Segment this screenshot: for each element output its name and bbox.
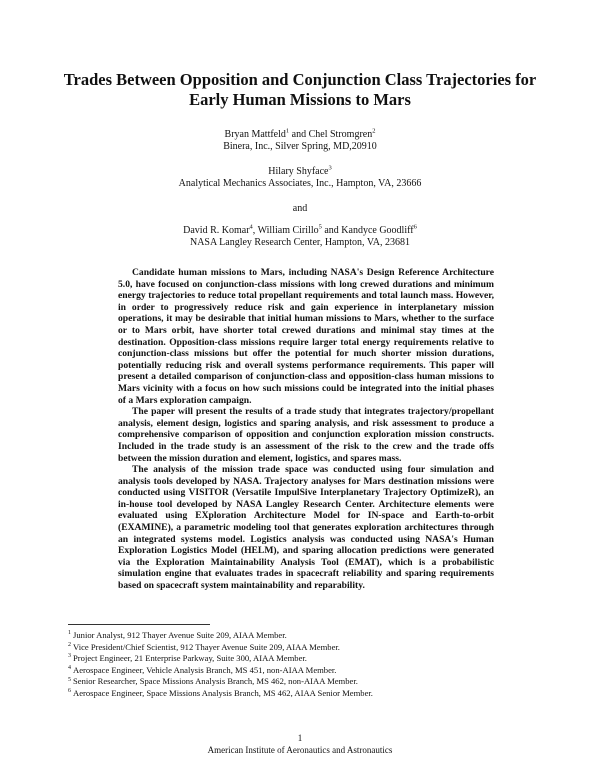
footnote-text: Vice President/Chief Scientist, 912 Thayer Avenue Suite 209, AIAA Member. (73, 641, 340, 652)
author-joiner: and (289, 129, 309, 140)
abstract-paragraph-3: The analysis of the mission trade space was conducted using four simulation and analysis tools developed by NASA. Trajectory analyses for Mars destination missions were conducted using VISITOR (Versatile ImpulSive Interplanetary Trajectory OptimizeR), an in-house tool developed by NASA Langley Research Center. Architecture elements were evaluated using EXploration Architecture Model for IN-space and Earth-to-orbit (EXAMINE), a parametric modeling tool that generates exploration architectures through an integrated systems model. Logistics analysis was conducted using NASA's Human Exploration Logistics Model (HELM), and sparing allocation predictions were generated via the Exploration Maintainability Analysis Tool (EMAT), which is a probabilistic simulation engine that evaluates trades in spacecraft reliability and sparing requirements based on spacecraft system maintainability and reparability. (118, 464, 494, 592)
footnote-text: Junior Analyst, 912 Thayer Avenue Suite 209, AIAA Member. (73, 630, 287, 640)
footnote (68, 653, 538, 665)
footnote-number: 6 (68, 688, 71, 695)
and-separator: and (292, 203, 308, 214)
title-line-1: Trades Between Opposition and Conjunction Class Trajectories for (63, 70, 537, 89)
author-name: Chel Stromgren (308, 129, 373, 140)
footnote-number: 2 (68, 641, 71, 648)
author-footnote-mark: 1 (285, 127, 290, 135)
footnote-number: 5 (68, 676, 71, 683)
page-footer: American Institute of Aeronautics and Astronautics (207, 745, 393, 755)
affiliation-3: NASA Langley Research Center, Hampton, VA, 23681 (189, 237, 411, 248)
author-footnote-mark: 6 (413, 223, 417, 231)
footnote-text: Aerospace Engineer, Vehicle Analysis Branch, MS 451, non-AIAA Member. (73, 664, 337, 675)
author-name: Kandyce Goodliff (341, 225, 414, 236)
affiliation-2: Analytical Mechanics Associates, Inc., Hampton, VA, 23666 (178, 178, 422, 189)
footnote-text: Aerospace Engineer, Space Missions Analysis Branch, MS 462, AIAA Senior Member. (73, 687, 373, 698)
paper-title (60, 70, 540, 110)
footnote-divider (68, 624, 210, 625)
footnote (68, 676, 538, 688)
footnote (68, 665, 538, 677)
abstract (118, 267, 494, 592)
author-name: William Cirillo (257, 225, 319, 236)
author-name: David R. Komar (183, 225, 250, 236)
author-footnote-mark: 5 (318, 223, 322, 231)
author-separator: , (252, 225, 258, 236)
author-name: Bryan Mattfeld (224, 129, 286, 140)
footnote (68, 630, 538, 642)
footnote-number: 1 (68, 630, 71, 637)
footnote-text: Project Engineer, 21 Enterprise Parkway, Suite 300, AIAA Member. (73, 653, 307, 664)
footnote (68, 688, 538, 700)
abstract-paragraph-1: Candidate human missions to Mars, including NASA's Design Reference Architecture 5.0, have focused on conjunction-class missions with long crewed durations and minimum energy trajectories to reduce total propellant requirements and total launch mass. However, in order to progressively reduce risk and gain experience in interplanetary mission operations, it may be desirable that initial human missions to Mars, whether to the surface or to Mars orbit, have shorter total crewed durations and minimal stay times at the destination. Opposition-class missions require larger total energy requirements relative to conjunction-class missions but offer the potential for much shorter mission durations, potentially reducing risk and overall systems performance requirements. This paper will present a detailed comparison of conjunction-class and opposition-class human missions to Mars vicinity with a focus on how such missions could be integrated into the initial phases of a Mars exploration campaign. (118, 267, 494, 406)
footnote-text: Senior Researcher, Space Missions Analysis Branch, MS 462, non-AIAA Member. (73, 676, 358, 687)
author-name: Hilary Shyface (268, 166, 329, 177)
footnote-number: 4 (68, 664, 71, 671)
author-footnote-mark: 3 (328, 164, 332, 172)
affiliation-1: Binera, Inc., Silver Spring, MD,20910 (223, 141, 377, 152)
page-number: 1 (297, 733, 303, 743)
title-line-2: Early Human Missions to Mars (189, 90, 411, 109)
author-joiner: and (321, 225, 342, 236)
author-footnote-mark: 2 (372, 127, 376, 135)
footnotes (68, 630, 538, 700)
abstract-paragraph-2: The paper will present the results of a trade study that integrates trajectory/propellant analysis, element design, logistics and sparing analysis, and risk assessment to produce a comprehensive comparison of opposition and conjunction exploration mission constructs. Included in the trade study is an assessment of the risk to the crew and the trade offs between the mission duration and element, logistics, and spares mass. (118, 406, 494, 464)
author-footnote-mark: 4 (249, 223, 253, 231)
footnote-number: 3 (68, 653, 71, 660)
footnote (68, 642, 538, 654)
